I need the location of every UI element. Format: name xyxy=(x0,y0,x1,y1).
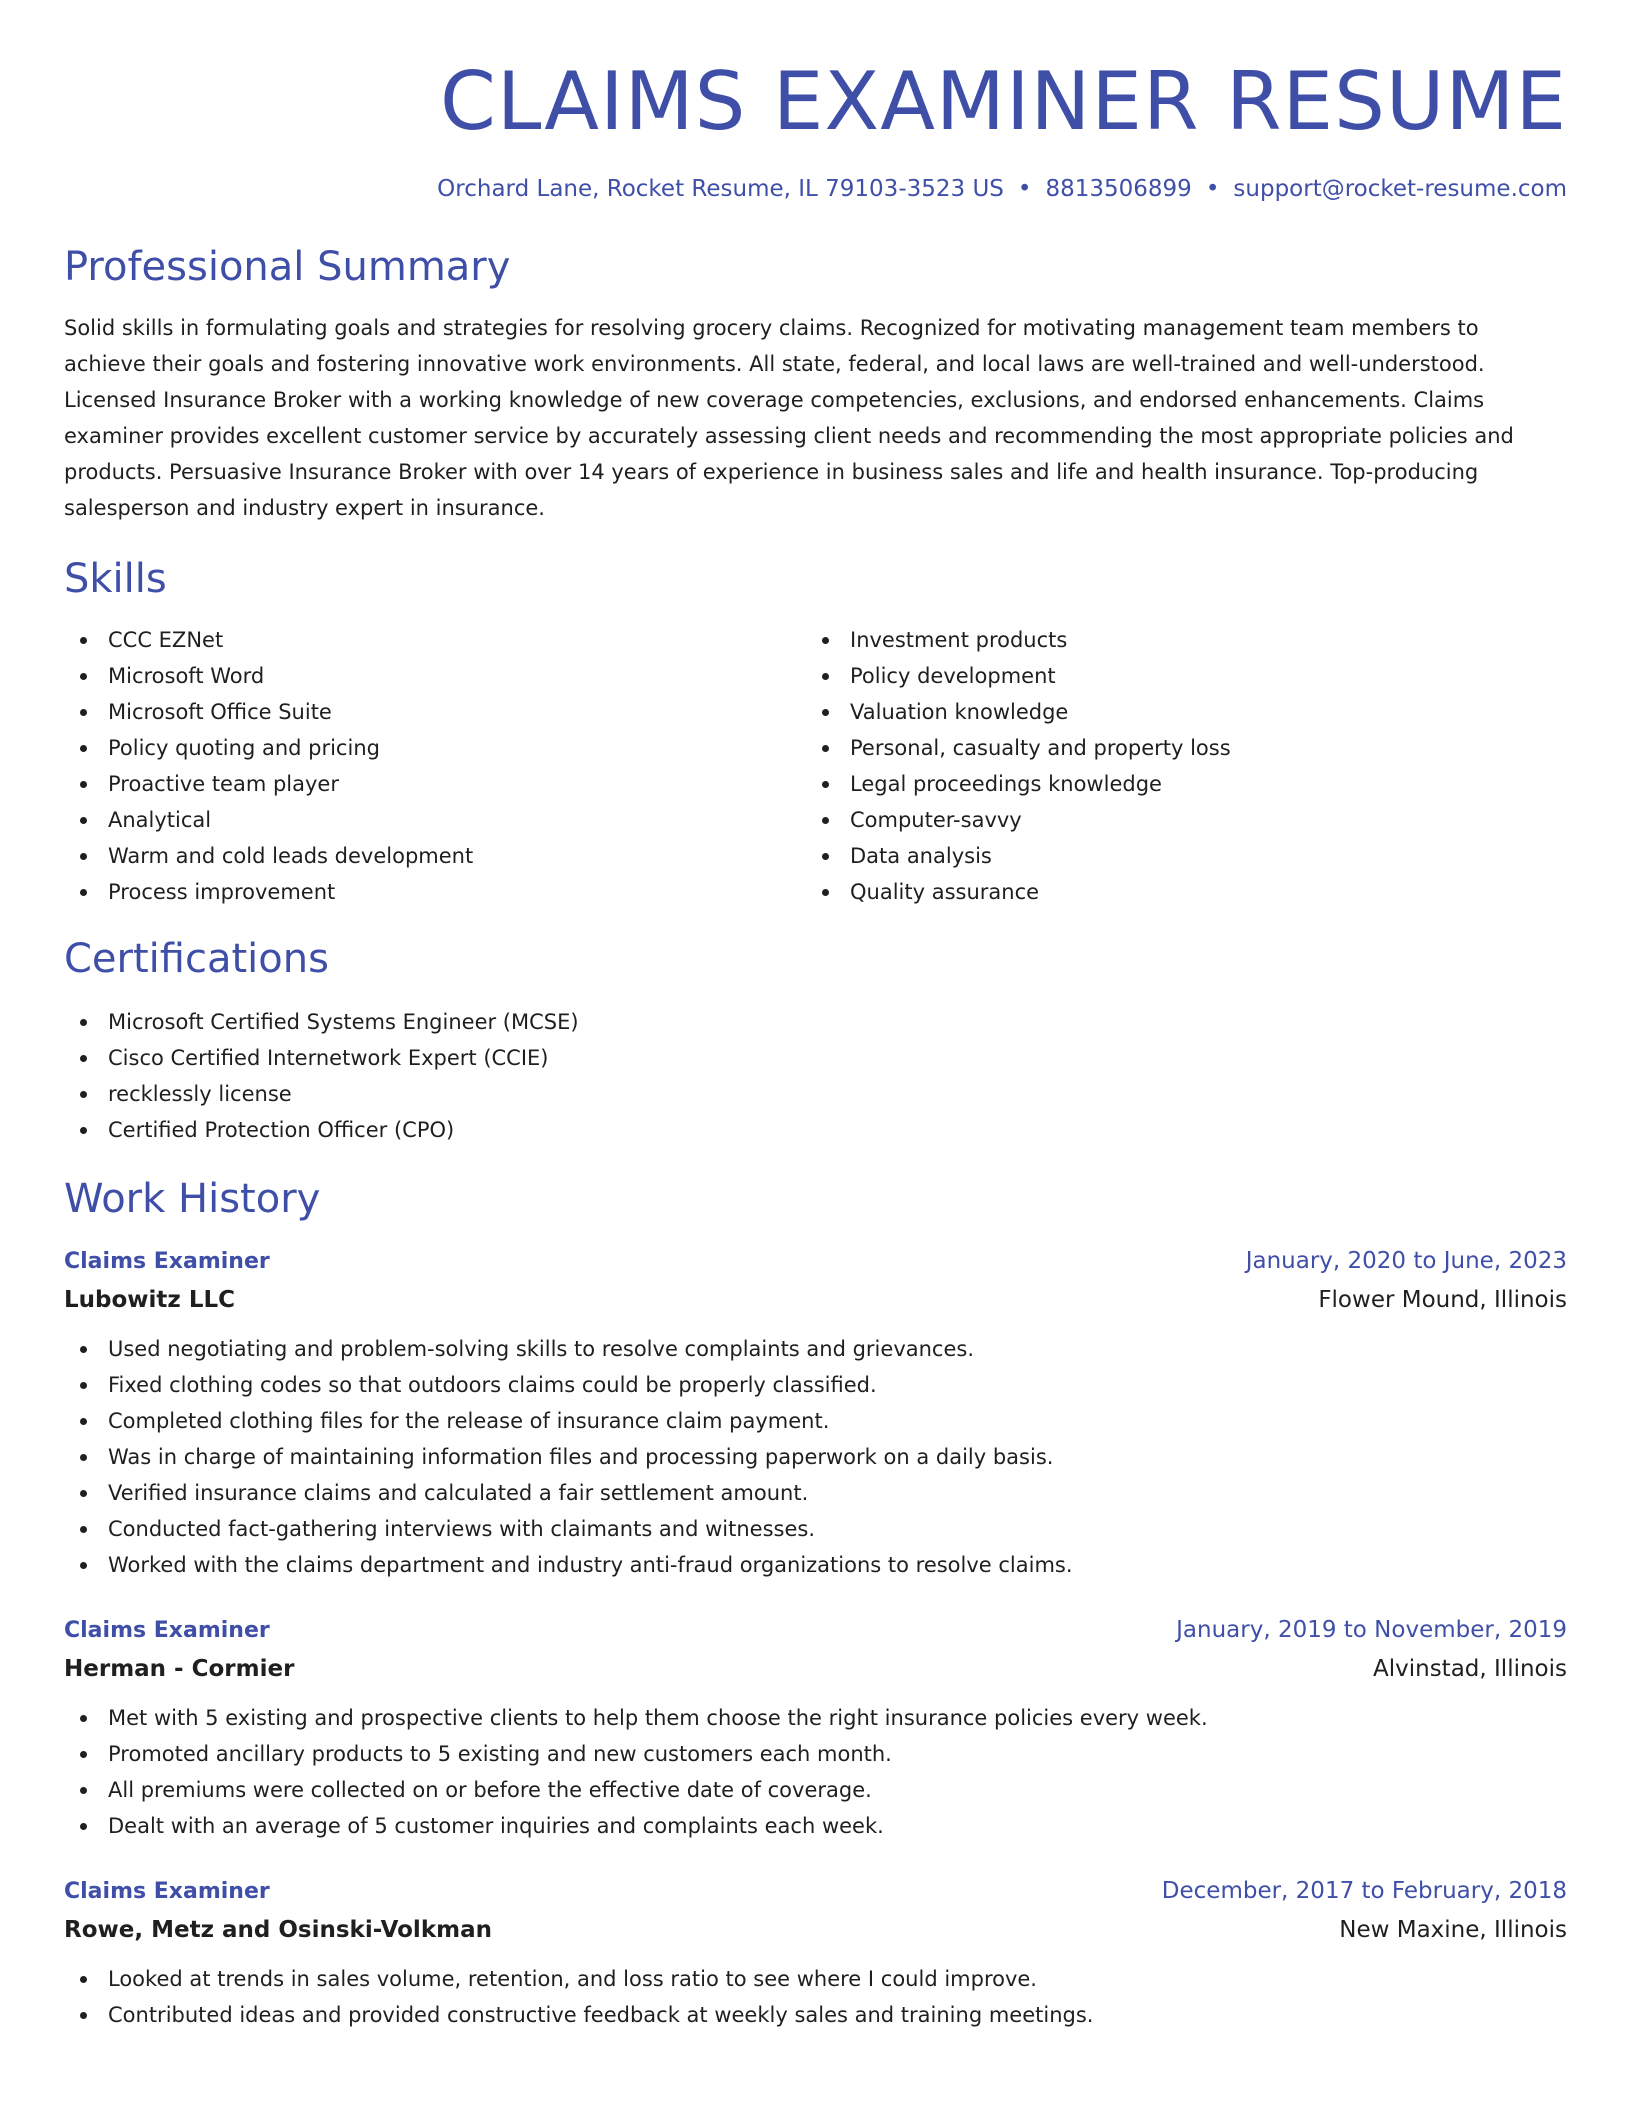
summary-text: Solid skills in formulating goals and strategies for resolving grocery claims. Recognized for motivating management team members to achieve their goals and fostering innovative work environments. All state, federal, and local laws are well-trained and well-understood. Licensed Insurance Broker with a working knowledge of new coverage competencies, exclusions, and endorsed enhancements. Claims examiner provides excellent customer service by accurately assessing client needs and recommending the most appropriate policies and products. Persuasive Insurance Broker with over 14 years of experience in business sales and life and health insurance. Top-producing salesperson and industry expert in insurance. xyxy=(64,316,1514,520)
work-history-heading: Work History xyxy=(64,1176,321,1222)
job-duty: Worked with the claims department and industry anti-fraud organizations to resolve claims. xyxy=(64,1547,1567,1583)
certification-item: Microsoft Certified Systems Engineer (MCSE) xyxy=(64,1004,1567,1040)
skills-left-column xyxy=(64,622,806,910)
job-company-row xyxy=(64,1911,1567,1949)
job-company-row xyxy=(64,1650,1567,1688)
job-company: Rowe, Metz and Osinski-Volkman xyxy=(64,1917,492,1943)
job-duties-list xyxy=(64,1331,1567,1583)
skill-item: Microsoft Office Suite xyxy=(64,694,806,730)
certifications-list xyxy=(64,1004,1567,1148)
job-company-row xyxy=(64,1281,1567,1319)
job-title-row xyxy=(64,1872,1567,1911)
skill-item: Valuation knowledge xyxy=(806,694,1548,730)
job-location: Alvinstad, Illinois xyxy=(1373,1656,1567,1682)
job-duty: Dealt with an average of 5 customer inquiries and complaints each week. xyxy=(64,1808,1567,1844)
skill-item: Quality assurance xyxy=(806,874,1548,910)
skill-item: Policy quoting and pricing xyxy=(64,730,806,766)
certification-item: Cisco Certified Internetwork Expert (CCIE) xyxy=(64,1040,1567,1076)
contact-separator: • xyxy=(1017,176,1032,202)
skill-item: Policy development xyxy=(806,658,1548,694)
skill-item: Investment products xyxy=(806,622,1548,658)
job-company: Herman - Cormier xyxy=(64,1656,295,1682)
skill-item: Microsoft Word xyxy=(64,658,806,694)
summary-heading: Professional Summary xyxy=(64,244,511,290)
job-duty: Promoted ancillary products to 5 existing and new customers each month. xyxy=(64,1736,1567,1772)
skill-item: CCC EZNet xyxy=(64,622,806,658)
contact-phone: 8813506899 xyxy=(1045,176,1192,202)
skills-right-column xyxy=(806,622,1548,910)
skill-item: Process improvement xyxy=(64,874,806,910)
contact-separator: • xyxy=(1205,176,1220,202)
job-duty: Used negotiating and problem-solving skills to resolve complaints and grievances. xyxy=(64,1331,1567,1367)
skills-left-list xyxy=(64,622,806,910)
job-duty: Was in charge of maintaining information files and processing paperwork on a daily basis. xyxy=(64,1439,1567,1475)
job-duty: Conducted fact-gathering interviews with claimants and witnesses. xyxy=(64,1511,1567,1547)
certification-item: recklessly license xyxy=(64,1076,1567,1112)
resume-title: CLAIMS EXAMINER RESUME xyxy=(440,55,1567,148)
job-title: Claims Examiner xyxy=(64,1879,270,1904)
job-duty: Fixed clothing codes so that outdoors claims could be properly classified. xyxy=(64,1367,1567,1403)
contact-address: Orchard Lane, Rocket Resume, IL 79103-3523 US xyxy=(437,176,1004,202)
job-location: New Maxine, Illinois xyxy=(1339,1917,1567,1943)
skills-columns xyxy=(64,622,1567,910)
skill-item: Proactive team player xyxy=(64,766,806,802)
skill-item: Computer-savvy xyxy=(806,802,1548,838)
job-duty: Looked at trends in sales volume, retention, and loss ratio to see where I could improve. xyxy=(64,1961,1567,1997)
job-title-row xyxy=(64,1611,1567,1650)
skill-item: Personal, casualty and property loss xyxy=(806,730,1548,766)
job-duty: Met with 5 existing and prospective clients to help them choose the right insurance policies every week. xyxy=(64,1700,1567,1736)
job-title-row xyxy=(64,1242,1567,1281)
skill-item: Data analysis xyxy=(806,838,1548,874)
job-title: Claims Examiner xyxy=(64,1249,270,1274)
certifications-heading: Certifications xyxy=(64,936,329,982)
job-company: Lubowitz LLC xyxy=(64,1287,236,1313)
job-title: Claims Examiner xyxy=(64,1618,270,1643)
skill-item: Warm and cold leads development xyxy=(64,838,806,874)
job-entry xyxy=(64,1611,1567,1844)
skill-item: Legal proceedings knowledge xyxy=(806,766,1548,802)
job-entry xyxy=(64,1242,1567,1583)
job-dates: January, 2019 to November, 2019 xyxy=(1176,1617,1567,1643)
skill-item: Analytical xyxy=(64,802,806,838)
job-duty: Contributed ideas and provided constructive feedback at weekly sales and training meetings. xyxy=(64,1997,1567,2033)
contact-email: support@rocket-resume.com xyxy=(1233,176,1567,202)
job-duty: Verified insurance claims and calculated a fair settlement amount. xyxy=(64,1475,1567,1511)
skills-heading: Skills xyxy=(64,556,167,602)
job-duty: Completed clothing files for the release of insurance claim payment. xyxy=(64,1403,1567,1439)
job-duties-list xyxy=(64,1961,1567,2033)
job-location: Flower Mound, Illinois xyxy=(1318,1287,1567,1313)
certification-item: Certified Protection Officer (CPO) xyxy=(64,1112,1567,1148)
contact-line xyxy=(64,174,1567,204)
skills-right-list xyxy=(806,622,1548,910)
job-duty: All premiums were collected on or before the effective date of coverage. xyxy=(64,1772,1567,1808)
job-dates: January, 2020 to June, 2023 xyxy=(1245,1248,1567,1274)
job-duties-list xyxy=(64,1700,1567,1844)
job-dates: December, 2017 to February, 2018 xyxy=(1161,1878,1567,1904)
resume-page xyxy=(64,0,1567,2033)
job-entry xyxy=(64,1872,1567,2033)
